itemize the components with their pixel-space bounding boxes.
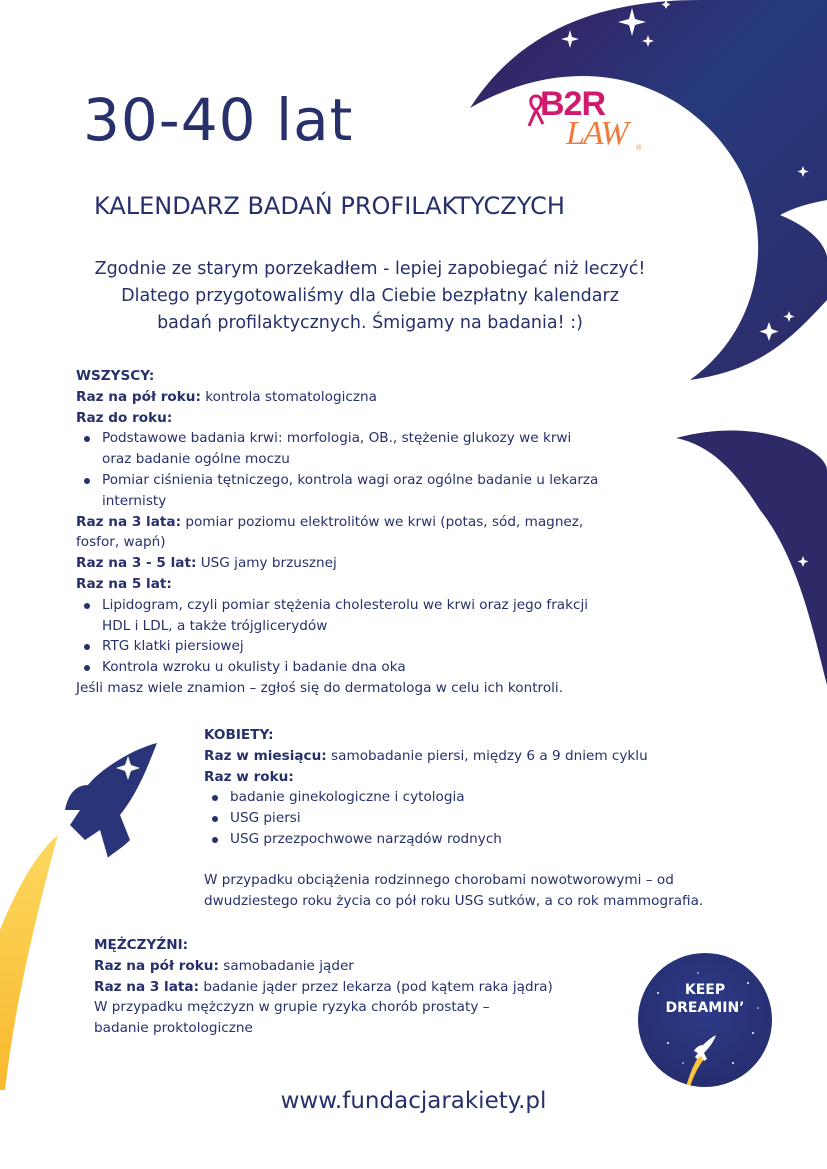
logo-b2r-text: B2R bbox=[540, 85, 606, 123]
frequency-label: Raz na 3 lata: bbox=[94, 978, 199, 995]
frequency-text: pomiar poziomu elektrolitów we krwi (potas, sód, magnez, bbox=[181, 513, 584, 530]
intro-line: Zgodnie ze starym porzekadłem - lepiej zapobiegać niż leczyć! bbox=[94, 259, 646, 279]
intro-line: Dlatego przygotowaliśmy dla Ciebie bezpłatny kalendarz bbox=[121, 286, 619, 306]
section-heading: WSZYSCY: bbox=[76, 368, 155, 384]
prostate-note: badanie proktologiczne bbox=[94, 1020, 253, 1037]
frequency-label: Raz na pół roku: bbox=[94, 957, 219, 974]
yearly-list bbox=[76, 428, 598, 511]
frequency-text: badanie jąder przez lekarza (pod kątem raka jądra) bbox=[199, 978, 553, 995]
frequency-text: kontrola stomatologiczna bbox=[200, 388, 377, 405]
frequency-text: samobadanie jąder bbox=[218, 957, 354, 974]
frequency-label: Raz w roku: bbox=[204, 768, 294, 785]
page-subtitle: KALENDARZ BADAŃ PROFILAKTYCZYCH bbox=[94, 192, 565, 220]
intro-paragraph bbox=[40, 256, 700, 337]
wing-shape bbox=[676, 430, 827, 685]
badge-rocket-icon bbox=[638, 953, 772, 1087]
list-item: Kontrola wzroku u okulisty i badanie dna oka bbox=[102, 657, 598, 678]
five-years-list bbox=[76, 595, 598, 678]
section-mezczyzni bbox=[94, 935, 553, 1039]
intro-line: badań profilaktycznych. Śmigamy na badania! :) bbox=[157, 313, 583, 333]
dermatology-note: Jeśli masz wiele znamion – zgłoś się do dermatologa w celu ich kontroli. bbox=[76, 679, 564, 696]
list-item: Pomiar ciśnienia tętniczego, kontrola wagi oraz ogólne badanie u lekarza internisty bbox=[102, 470, 598, 512]
section-kobiety bbox=[204, 725, 703, 911]
list-item: USG przezpochwowe narządów rodnych bbox=[230, 829, 703, 850]
yearly-list bbox=[204, 787, 703, 849]
prostate-note: W przypadku mężczyzn w grupie ryzyka chorób prostaty – bbox=[94, 999, 490, 1016]
keep-dreamin-badge bbox=[638, 953, 772, 1087]
frequency-label: Raz na pół roku: bbox=[76, 388, 201, 405]
frequency-label: Raz na 3 - 5 lat: bbox=[76, 555, 197, 572]
section-wszyscy bbox=[76, 366, 598, 699]
frequency-label: Raz do roku: bbox=[76, 409, 173, 426]
badge-line: DREAMIN’ bbox=[665, 1000, 745, 1016]
logo-registered-mark: ® bbox=[636, 145, 642, 152]
frequency-label: Raz w miesiącu: bbox=[204, 747, 327, 764]
frequency-label: Raz na 5 lat: bbox=[76, 575, 172, 592]
list-item: RTG klatki piersiowej bbox=[102, 636, 598, 657]
family-risk-note: dwudziestego roku życia co pół roku USG sutków, a co rok mammografia. bbox=[204, 892, 704, 909]
frequency-text: samobadanie piersi, między 6 a 9 dniem cyklu bbox=[326, 747, 648, 764]
frequency-text: USG jamy brzusznej bbox=[196, 555, 337, 572]
section-heading: MĘŻCZYŹNI: bbox=[94, 937, 189, 953]
list-item: USG piersi bbox=[230, 808, 703, 829]
section-heading: KOBIETY: bbox=[204, 727, 274, 743]
family-risk-note: W przypadku obciążenia rodzinnego chorobami nowotworowymi – od bbox=[204, 871, 674, 888]
frequency-label: Raz na 3 lata: bbox=[76, 513, 181, 530]
list-item: Lipidogram, czyli pomiar stężenia cholesterolu we krwi oraz jego frakcji HDL i LDL, a także trójglicerydów bbox=[102, 595, 598, 637]
list-item: badanie ginekologiczne i cytologia bbox=[230, 787, 703, 808]
frequency-text: fosfor, wapń) bbox=[76, 534, 166, 551]
footer-website-link[interactable]: www.fundacjarakiety.pl bbox=[280, 1088, 547, 1114]
pink-ribbon-icon bbox=[526, 92, 546, 132]
logo-law-text: LAW bbox=[566, 115, 627, 152]
badge-line: KEEP bbox=[684, 982, 726, 998]
page-title: 30-40 lat bbox=[83, 86, 354, 154]
list-item: Podstawowe badania krwi: morfologia, OB., stężenie glukozy we krwi oraz badanie ogólne moczu bbox=[102, 428, 598, 470]
